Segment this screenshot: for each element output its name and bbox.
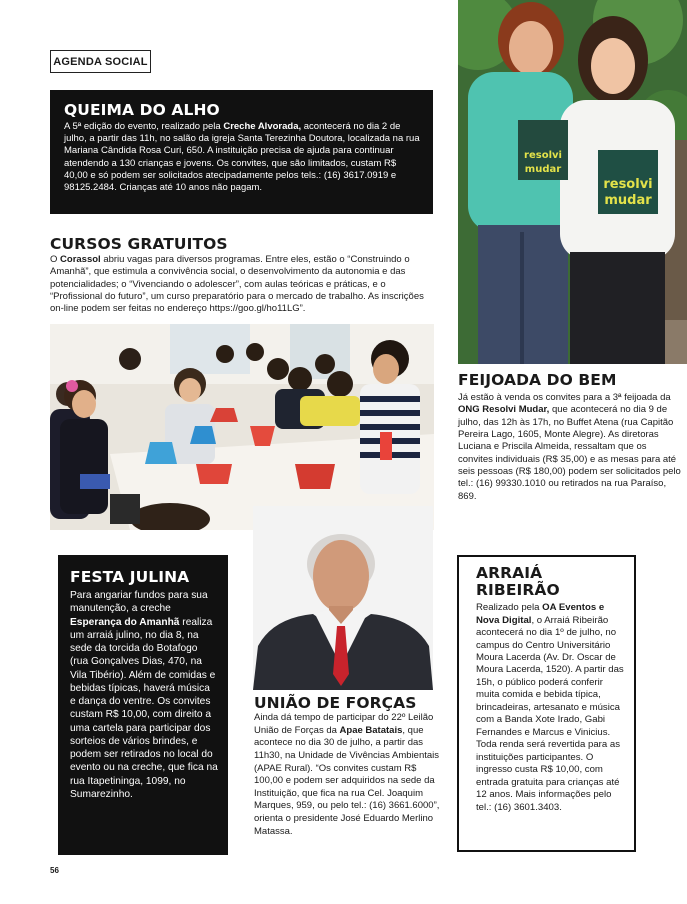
shirt-text-1b: mudar (524, 164, 562, 175)
queima-do-alho-box (50, 90, 433, 214)
feijoada-text: Já estão à venda os convites para a 3ª feijoada da ONG Resolvi Mudar, que acontecerá no dia 9 de julho, das 12h às 17h, no Buffet Atena (rua Capitão Pereira Lago, 1605, Monte Alegre). As diretoras Luciana e Priscila Almeida, ressaltam que os convites individuais (R$ 35,00) e as mesas para até seis pessoas (R$ 180,00) podem ser solicitados pelo tel.: (16) 99330.1010 ou retirados na rua Paraíso, 869. (458, 392, 681, 502)
cursos-org: Corassol (60, 254, 101, 265)
festa-text: Para angariar fundos para sua manutenção, a creche Esperança do Amanhã realiza um arraiá julino, no dia 8, na sede da torcida do Botafogo (rua Gonçalves Dias, 470, na Vila Tibério). Além de comidas e bebidas típicas, haverá música e dança do ventre. Os convites custam R$ 10,00, com direito a uma cartela para participar dos sorteios de vários brindes, e podem ser retirados no local do evento ou na creche, que fica na rua Itapetininga, 1099, no Sumarezinho. (70, 590, 218, 800)
women-photo (458, 0, 687, 364)
uniao-text: Ainda dá tempo de participar do 22º Leilão União de Forças da Apae Batatais, que acontece no dia 30 de julho, a partir das 11h30, na Unidade de Vivências Ambientais (APAE Rural). “Os convites custam R$ 100,00 e podem ser adquiridos na sede da Instituição, que fica na rua Cel. Joaquim Marques, 959, ou pelo tel.: (16) 3661.6000”, orienta o presidente José Eduardo Merlino Matassa. (254, 712, 440, 837)
festa-title: FESTA JULINA (70, 568, 190, 586)
arraia-org: OA Eventos e Nova Digital (476, 602, 605, 626)
arraia-title: ARRAIÁ RIBEIRÃO (476, 564, 560, 600)
uniao-org: Apae Batatais (339, 724, 403, 736)
queima-title: QUEIMA DO ALHO (64, 101, 220, 119)
feijoada-title: FEIJOADA DO BEM (458, 371, 617, 389)
page-number: 56 (50, 866, 59, 875)
section-tag: AGENDA SOCIAL (50, 50, 151, 73)
shirt-text-2b: mudar (604, 193, 652, 208)
queima-org: Creche Alvorada, (223, 121, 302, 133)
festa-org: Esperança do Amanhã (70, 616, 180, 628)
festa-julina-box (58, 555, 228, 855)
queima-text: A 5ª edição do evento, realizado pela Creche Alvorada, acontecerá no dia 2 de julho, a partir das 11h, no salão da igreja Santa Terezinha Doutora, localizada na rua Mariana Cândida Rosa Curi, 650. A instituição precisa de ajuda para continuar atendendo a 130 crianças e jovens. Os convites, que são limitados, custam R$ 40,00 e só podem ser solicitados atecipadamente pelos tels.: (16) 3617.0919 e 98125.2484. Crianças até 10 anos não pagam. (64, 121, 420, 193)
arraia-text: Realizado pela OA Eventos e Nova Digital, o Arraiá Ribeirão acontecerá no dia 1º de julho, no campus do Centro Universitário Moura Lacerda (Av. Dr. Oscar de Moura Lacerda, 1520). A partir das 15h, o público poderá conferir muita comida e bebida típica, brincadeiras, artesanato e música com a Banda Xote Irado, Gabi Fernandes e Marcus e Vinicius. Toda renda será revertida para as instituições participantes. O ingresso custa R$ 10,00, com entrada gratuita para crianças até 12 anos. Mais informações pelo tel.: (16) 3601.3403. (476, 602, 624, 813)
president-photo (253, 506, 433, 690)
uniao-title: UNIÃO DE FORÇAS (254, 694, 417, 712)
shirt-text-2a: resolvi (603, 177, 653, 192)
arraia-ribeirao-box (457, 555, 636, 852)
classroom-photo (50, 324, 434, 530)
shirt-text-1a: resolvi (524, 150, 562, 161)
cursos-title: CURSOS GRATUITOS (50, 235, 228, 253)
cursos-text: O Corassol abriu vagas para diversos programas. Entre eles, estão o “Construindo o Amanhã”, que estimula a convivência social, o desenvolvimento da autonomia e das potencialidades; o “Vivenciando o adolescer”, com aulas teóricas e práticas, e o “Profissional do futuro”, um curso preparatório para o mercado de trabalho. As inscrições on-line podem ser feitas no endereço https://goo.gl/ho11LG”. (50, 254, 424, 314)
feijoada-org: ONG Resolvi Mudar, (458, 404, 550, 416)
